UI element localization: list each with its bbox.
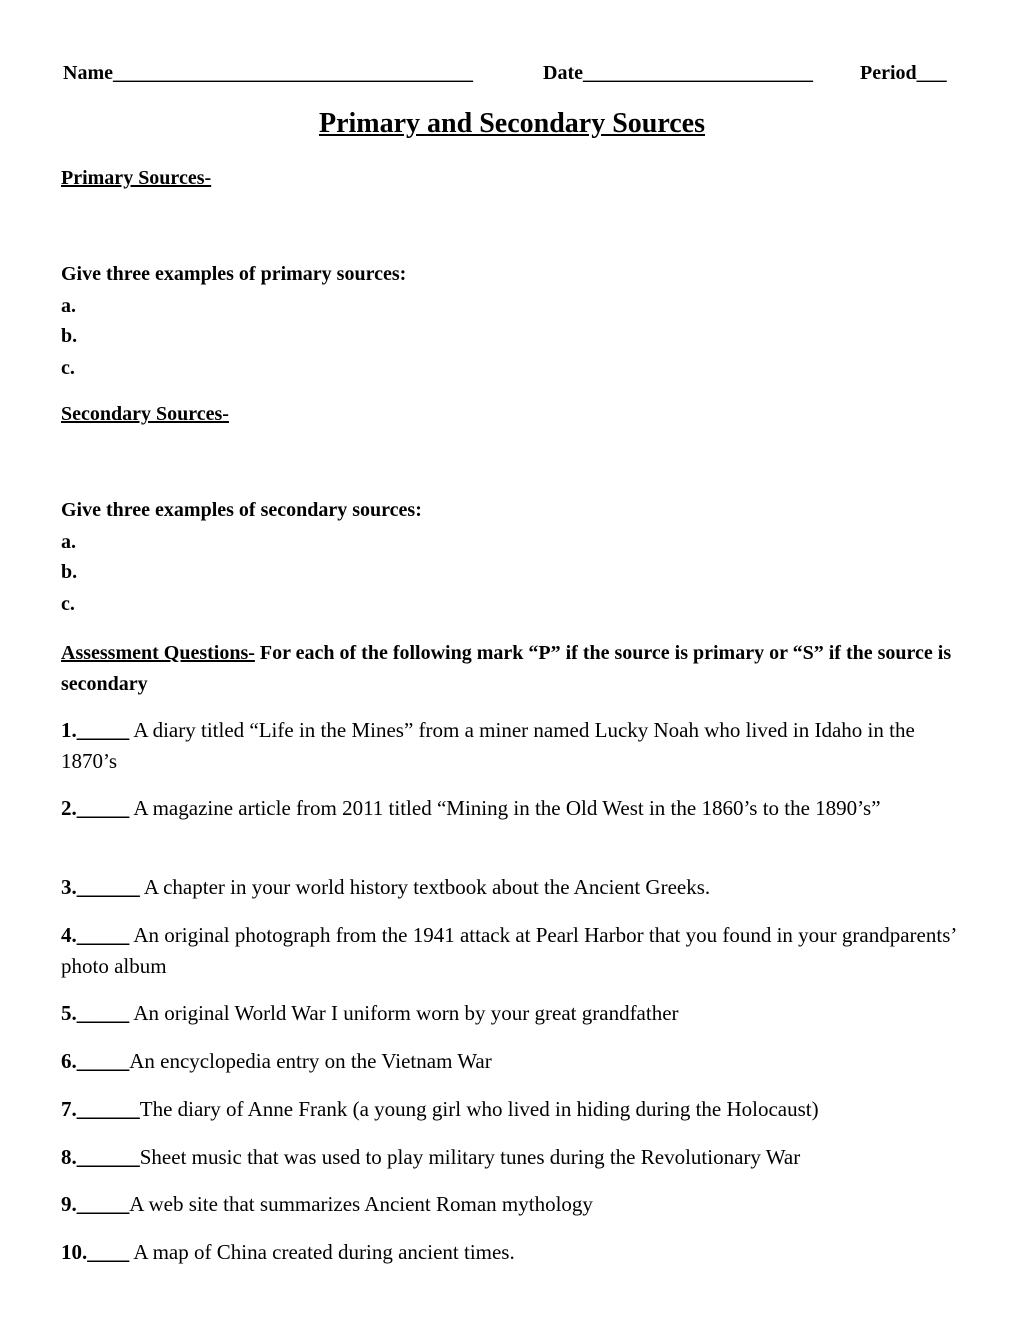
question-3-text: A chapter in your world history textbook about the Ancient Greeks.: [139, 875, 711, 899]
question-1-text: A diary titled “Life in the Mines” from a miner named Lucky Noah who lived in Idaho in the 1870’s: [61, 718, 915, 773]
assessment-instructions: [61, 638, 966, 700]
question-7-text: The diary of Anne Frank (a young girl who lived in hiding during the Holocaust): [139, 1097, 819, 1121]
secondary-item-a: a.: [61, 531, 76, 553]
question-5-text: An original World War I uniform worn by your great grandfather: [129, 1001, 679, 1025]
assessment-instruction-text: For each of the following mark “P” if the source is primary or “S” if the source is secondary: [61, 642, 952, 695]
question-2-text: A magazine article from 2011 titled “Mining in the Old West in the 1860’s to the 1890’s”: [129, 796, 881, 820]
question-8: [61, 1142, 966, 1173]
question-1: [61, 715, 966, 777]
question-8-text: Sheet music that was used to play military tunes during the Revolutionary War: [139, 1145, 801, 1169]
question-5: [61, 998, 966, 1029]
question-9: [61, 1189, 966, 1220]
page-title: Primary and Secondary Sources: [318, 108, 706, 139]
primary-sources-heading: Primary Sources-: [61, 167, 212, 189]
date-field[interactable]: Date_______________________: [543, 62, 813, 84]
secondary-sources-heading: Secondary Sources-: [61, 403, 229, 425]
question-3-blank[interactable]: 3.______: [61, 875, 140, 899]
question-6-text: An encyclopedia entry on the Vietnam War: [129, 1049, 492, 1073]
question-8-blank[interactable]: 8.______: [61, 1145, 140, 1169]
question-9-text: A web site that summarizes Ancient Roman mythology: [129, 1192, 593, 1216]
name-field[interactable]: Name____________________________________: [63, 62, 473, 84]
question-6: [61, 1046, 966, 1077]
question-7-blank[interactable]: 7.______: [61, 1097, 140, 1121]
secondary-examples-prompt: Give three examples of secondary sources:: [61, 499, 422, 521]
question-2: [61, 793, 966, 824]
secondary-item-c: c.: [61, 593, 75, 615]
primary-item-b: b.: [61, 325, 78, 347]
question-1-blank[interactable]: 1._____: [61, 718, 130, 742]
assessment-heading: Assessment Questions-: [61, 642, 255, 664]
primary-examples-prompt: Give three examples of primary sources:: [61, 263, 407, 285]
question-5-blank[interactable]: 5._____: [61, 1001, 130, 1025]
period-field[interactable]: Period___: [860, 62, 947, 84]
secondary-item-b: b.: [61, 561, 78, 583]
question-10: [61, 1237, 966, 1268]
question-2-blank[interactable]: 2._____: [61, 796, 130, 820]
question-6-blank[interactable]: 6._____: [61, 1049, 130, 1073]
question-10-text: A map of China created during ancient times.: [129, 1240, 515, 1264]
question-7: [61, 1094, 966, 1125]
question-4-blank[interactable]: 4._____: [61, 923, 130, 947]
question-9-blank[interactable]: 9._____: [61, 1192, 130, 1216]
question-3: [61, 872, 966, 903]
question-4-text: An original photograph from the 1941 attack at Pearl Harbor that you found in your grandparents’ photo album: [61, 923, 956, 978]
question-4: [61, 920, 966, 982]
primary-item-a: a.: [61, 295, 76, 317]
primary-item-c: c.: [61, 357, 75, 379]
question-10-blank[interactable]: 10.____: [61, 1240, 130, 1264]
